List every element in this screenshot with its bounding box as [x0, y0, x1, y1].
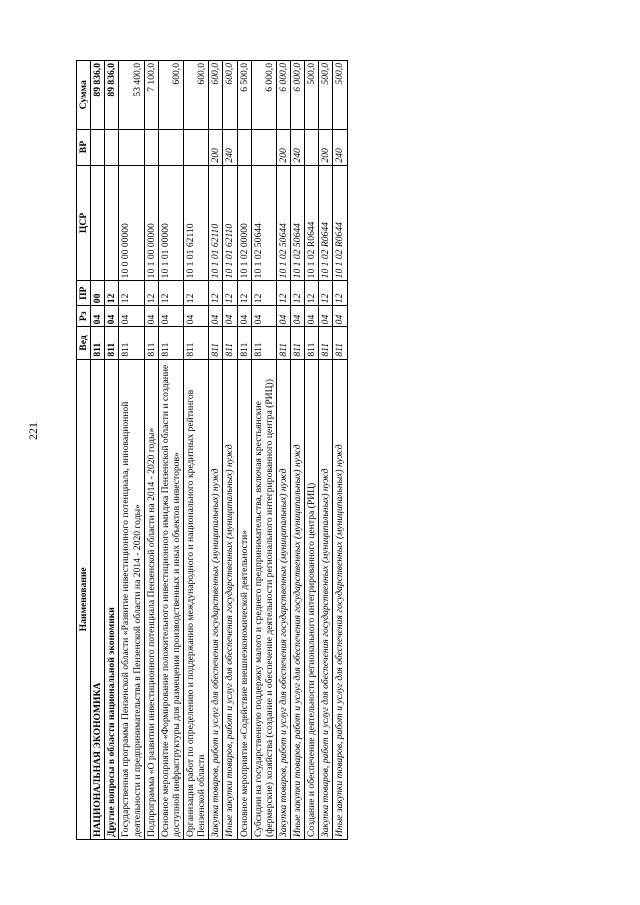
table-row	[158, 61, 183, 840]
table-row	[237, 61, 251, 840]
cell-pr: 12	[144, 281, 158, 306]
rotated-table-stage	[76, 60, 348, 840]
header-ved: Вед	[77, 327, 91, 359]
cell-name: Иные закупки товаров, работ и услуг для обеспечения государственных (муниципальных) нужд	[291, 359, 305, 839]
cell-csr: 10 1 02 R0644	[305, 165, 319, 281]
cell-sum: 89 836,0	[91, 61, 105, 130]
cell-rz: 04	[276, 306, 290, 327]
cell-csr: 10 1 02 50644	[251, 165, 276, 281]
cell-rz: 04	[251, 306, 276, 327]
cell-name: Субсидии на государственную поддержку малого и среднего предпринимательства, включая крестьянские (фермерские) хозяйства (создание и обеспечение деятельности регионального интегрированного центра (РИЦ))	[251, 359, 276, 839]
cell-csr: 10 1 02 50644	[276, 165, 290, 281]
cell-vr	[158, 129, 183, 165]
cell-sum: 500,0	[305, 61, 319, 130]
cell-sum: 500,0	[333, 61, 347, 130]
cell-ved: 811	[91, 327, 105, 359]
header-sum: Сумма	[77, 61, 91, 130]
cell-name: Иные закупки товаров, работ и услуг для обеспечения государственных (муниципальных) нужд	[333, 359, 347, 839]
cell-pr: 00	[91, 281, 105, 306]
table-row	[209, 61, 223, 840]
cell-ved: 811	[105, 327, 119, 359]
cell-csr	[105, 165, 119, 281]
table-row	[276, 61, 290, 840]
cell-name: Основное мероприятие «Формирование положительного инвестиционного имиджа Пензенской области и создание доступной инфраструктуры для размещения производственных и иных объектов инвесторов»	[158, 359, 183, 839]
cell-sum: 6 000,0	[291, 61, 305, 130]
cell-name: Создание и обеспечение деятельности регионального интегрированного центра (РИЦ)	[305, 359, 319, 839]
cell-ved: 811	[158, 327, 183, 359]
cell-csr: 10 1 02 50644	[291, 165, 305, 281]
cell-csr: 10 1 02 00000	[237, 165, 251, 281]
cell-pr: 12	[276, 281, 290, 306]
cell-vr	[305, 129, 319, 165]
cell-name: Другие вопросы в области национальной экономики	[105, 359, 119, 839]
cell-rz: 04	[105, 306, 119, 327]
cell-csr: 10 1 01 62110	[209, 165, 223, 281]
cell-ved: 811	[291, 327, 305, 359]
table-row	[223, 61, 237, 840]
cell-pr: 12	[251, 281, 276, 306]
table-header-row	[77, 61, 91, 840]
cell-rz: 04	[319, 306, 333, 327]
cell-rz: 04	[91, 306, 105, 327]
cell-ved: 811	[184, 327, 209, 359]
cell-sum: 53 400,0	[119, 61, 144, 130]
cell-pr: 12	[223, 281, 237, 306]
cell-csr: 10 1 01 62110	[223, 165, 237, 281]
cell-ved: 811	[223, 327, 237, 359]
cell-csr: 10 1 01 62110	[184, 165, 209, 281]
cell-vr: 200	[276, 129, 290, 165]
header-vr: ВР	[77, 129, 91, 165]
cell-csr: 10 0 00 00000	[119, 165, 144, 281]
cell-sum: 600,0	[209, 61, 223, 130]
page-number: 221	[26, 422, 40, 440]
header-rz: Рз	[77, 306, 91, 327]
cell-pr: 12	[184, 281, 209, 306]
cell-name: Закупка товаров, работ и услуг для обеспечения государственных (муниципальных) нужд	[276, 359, 290, 839]
cell-csr	[91, 165, 105, 281]
cell-pr: 12	[333, 281, 347, 306]
cell-sum: 89 836,0	[105, 61, 119, 130]
cell-rz: 04	[291, 306, 305, 327]
cell-rz: 04	[209, 306, 223, 327]
cell-name: Закупка товаров, работ и услуг для обеспечения государственных (муниципальных) нужд	[209, 359, 223, 839]
table-row	[184, 61, 209, 840]
header-csr: ЦСР	[77, 165, 91, 281]
cell-name: Подпрограмма «О развитии инвестиционного потенциала Пензенской области на 2014 - 2020 годы»	[144, 359, 158, 839]
cell-name: Государственная программа Пензенской области «Развитие инвестиционного потенциала, инновационной деятельности и предпринимательства в Пензенской области на 2014 - 2020 годы»	[119, 359, 144, 839]
table-row	[144, 61, 158, 840]
cell-ved: 811	[237, 327, 251, 359]
cell-rz: 04	[237, 306, 251, 327]
cell-vr: 200	[209, 129, 223, 165]
table-row	[333, 61, 347, 840]
cell-rz: 04	[305, 306, 319, 327]
cell-ved: 811	[319, 327, 333, 359]
cell-vr: 240	[223, 129, 237, 165]
cell-vr	[184, 129, 209, 165]
cell-rz: 04	[333, 306, 347, 327]
cell-pr: 12	[158, 281, 183, 306]
cell-ved: 811	[119, 327, 144, 359]
cell-vr: 240	[291, 129, 305, 165]
cell-sum: 600,0	[158, 61, 183, 130]
cell-sum: 500,0	[319, 61, 333, 130]
cell-pr: 12	[305, 281, 319, 306]
cell-sum: 600,0	[223, 61, 237, 130]
cell-vr	[105, 129, 119, 165]
cell-rz: 04	[144, 306, 158, 327]
cell-csr: 10 1 02 R0644	[319, 165, 333, 281]
header-name: Наименование	[77, 359, 91, 839]
cell-ved: 811	[305, 327, 319, 359]
table-row	[119, 61, 144, 840]
cell-vr: 200	[319, 129, 333, 165]
cell-pr: 12	[291, 281, 305, 306]
cell-ved: 811	[209, 327, 223, 359]
cell-ved: 811	[144, 327, 158, 359]
cell-ved: 811	[333, 327, 347, 359]
cell-name: Закупка товаров, работ и услуг для обеспечения государственных (муниципальных) нужд	[319, 359, 333, 839]
cell-vr	[144, 129, 158, 165]
cell-csr: 10 1 00 00000	[144, 165, 158, 281]
cell-name: Организация работ по определению и поддержанию международного и национального кредитных рейтингов Пензенской области	[184, 359, 209, 839]
table-row	[319, 61, 333, 840]
cell-pr: 12	[105, 281, 119, 306]
table-row	[251, 61, 276, 840]
cell-rz: 04	[158, 306, 183, 327]
cell-pr: 12	[319, 281, 333, 306]
table-row	[105, 61, 119, 840]
cell-sum: 7 100,0	[144, 61, 158, 130]
cell-rz: 04	[119, 306, 144, 327]
cell-vr: 240	[333, 129, 347, 165]
cell-csr: 10 1 02 R0644	[333, 165, 347, 281]
rotated-table-wrapper	[76, 60, 348, 840]
table-row	[305, 61, 319, 840]
cell-pr: 12	[209, 281, 223, 306]
cell-sum: 6 000,0	[251, 61, 276, 130]
cell-ved: 811	[276, 327, 290, 359]
table-body	[91, 61, 347, 840]
table-row	[291, 61, 305, 840]
cell-sum: 6 000,0	[276, 61, 290, 130]
cell-vr	[237, 129, 251, 165]
cell-vr	[251, 129, 276, 165]
cell-sum: 600,0	[184, 61, 209, 130]
cell-sum: 6 500,0	[237, 61, 251, 130]
header-pr: ПР	[77, 281, 91, 306]
cell-pr: 12	[119, 281, 144, 306]
cell-rz: 04	[223, 306, 237, 327]
cell-name: НАЦИОНАЛЬНАЯ ЭКОНОМИКА	[91, 359, 105, 839]
cell-vr	[91, 129, 105, 165]
cell-pr: 12	[237, 281, 251, 306]
table-row	[91, 61, 105, 840]
cell-name: Основное мероприятие «Содействие внешнеэкономической деятельности»	[237, 359, 251, 839]
budget-table	[76, 60, 348, 840]
cell-rz: 04	[184, 306, 209, 327]
cell-name: Иные закупки товаров, работ и услуг для обеспечения государственных (муниципальных) нужд	[223, 359, 237, 839]
cell-ved: 811	[251, 327, 276, 359]
cell-vr	[119, 129, 144, 165]
cell-csr: 10 1 01 00000	[158, 165, 183, 281]
